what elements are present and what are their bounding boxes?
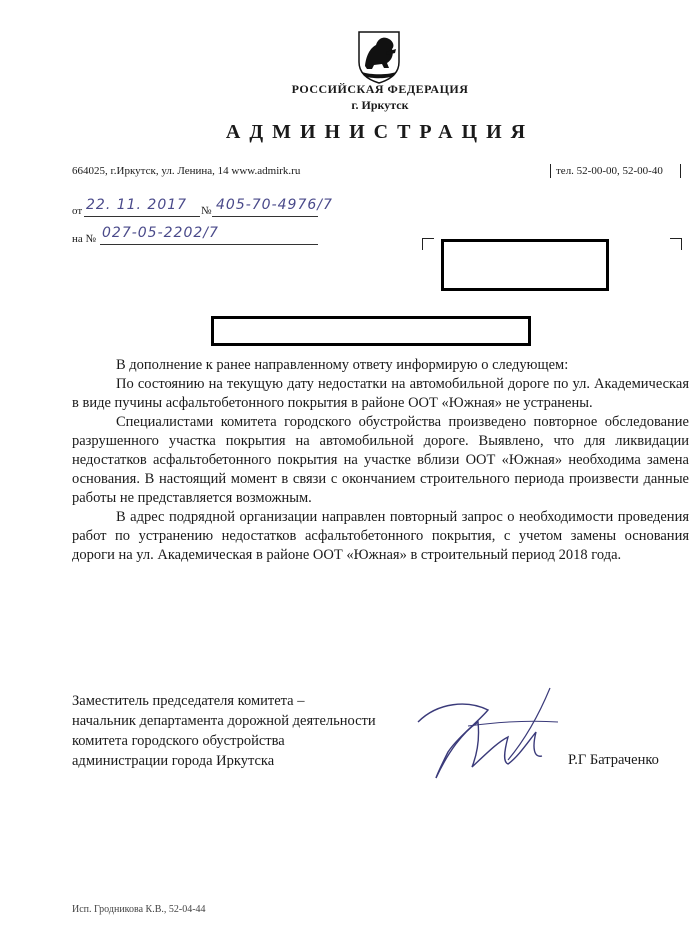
signatory-line: комитета городского обустройства	[72, 733, 285, 749]
phone-line: тел. 52-00-00, 52-00-40	[556, 165, 663, 177]
paragraph: В адрес подрядной организации направлен повторный запрос о необходимости проведения работ по устранению недостатков асфальтобетонного покрытия, с учетом замены основания дороги на ул. Академическая в районе ООТ «Южная» в строительный период 2018 года.	[72, 509, 689, 563]
signatory-title	[72, 691, 376, 771]
signatory-line: Заместитель председателя комитета –	[72, 693, 305, 709]
number-label: №	[201, 205, 212, 217]
reference-underline	[100, 244, 318, 245]
paragraph: По состоянию на текущую дату недостатки на автомобильной дороге по ул. Академическая в виде пучины асфальтобетонного покрытия в районе ООТ «Южная» не устранены.	[72, 376, 689, 411]
reference-number: 027-05-2202/7	[102, 225, 219, 241]
signatory-line: администрации города Иркутска	[72, 753, 275, 769]
redacted-addressee	[441, 239, 609, 291]
reference-label: на №	[72, 233, 97, 245]
executor-info: Исп. Гродникова К.В., 52-04-44	[72, 904, 206, 915]
addressee-corner	[670, 238, 682, 250]
signatory-name: Р.Г Батраченко	[568, 752, 659, 768]
paragraph: Специалистами комитета городского обустройства произведено повторное обследование разрушенного участка покрытия на автомобильной дороге. Выявлено, что для ликвидации недостатков асфальтобетонного покрытия на участке вблизи ООТ «Южная» необходима замена основания. В настоящий момент в связи с окончанием строительного периода произвести данные работы не представляется возможным.	[72, 414, 689, 506]
paragraph: В дополнение к ранее направленному ответу информирую о следующем:	[116, 357, 569, 373]
from-label: от	[72, 205, 83, 217]
address-line: 664025, г.Иркутск, ул. Ленина, 14 www.admirk.ru	[72, 165, 301, 177]
date-underline	[84, 216, 200, 217]
outgoing-number: 405-70-4976/7	[216, 197, 333, 213]
redacted-salutation	[211, 316, 531, 346]
city-header: г. Иркутск	[351, 98, 409, 112]
administration-title: АДМИНИСТРАЦИЯ	[225, 121, 535, 143]
handwritten-signature	[408, 682, 568, 782]
divider	[550, 164, 551, 178]
outgoing-date: 22. 11. 2017	[86, 197, 188, 213]
number-underline	[212, 216, 318, 217]
country-header: РОССИЙСКАЯ ФЕДЕРАЦИЯ	[291, 82, 469, 96]
irkutsk-coat-of-arms-icon	[356, 30, 402, 84]
signatory-line: начальник департамента дорожной деятельности	[72, 713, 376, 729]
letter-body	[72, 356, 689, 565]
addressee-corner	[422, 238, 434, 250]
divider	[680, 164, 681, 178]
